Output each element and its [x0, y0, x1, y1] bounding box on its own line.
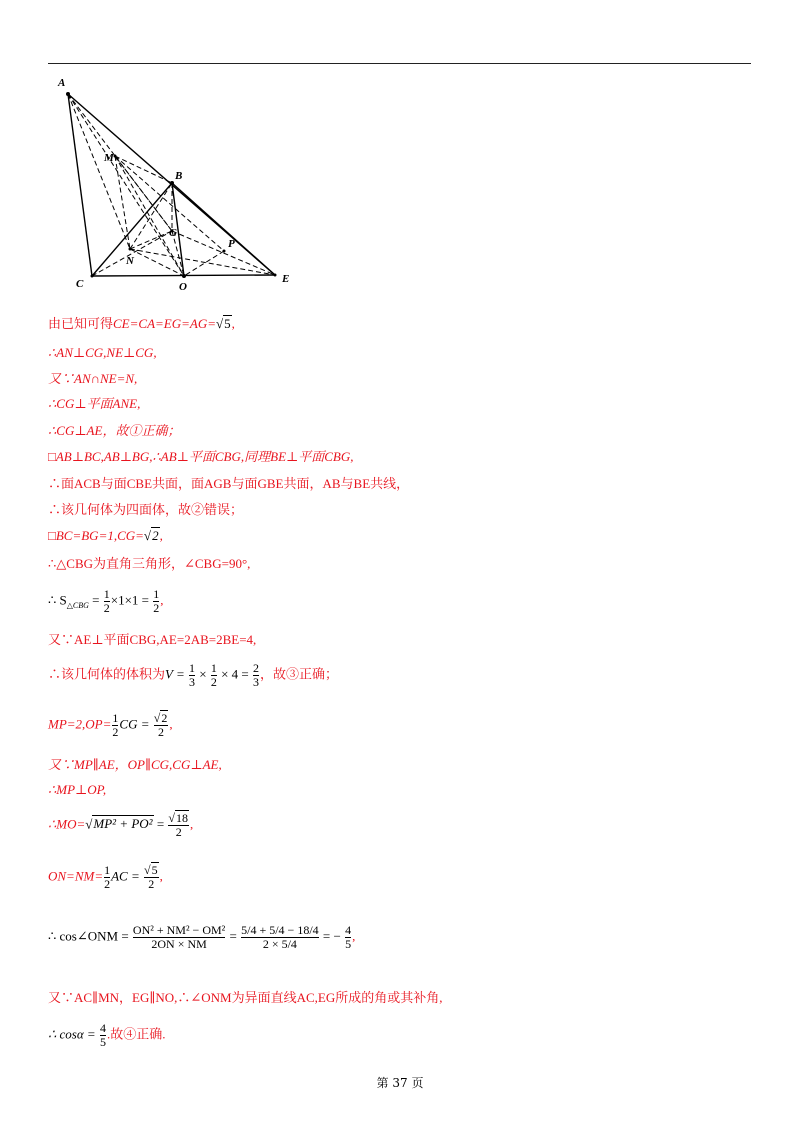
solution-line-15: 又∵MP∥AE，OP∥CG,CG⊥AE, — [48, 757, 222, 772]
label-M: M — [104, 152, 114, 164]
solution-line-12: 又∵AE⊥平面CBG,AE=2AB=2BE=4, — [48, 632, 257, 647]
label-O: O — [179, 281, 187, 293]
header-rule — [48, 63, 751, 64]
solution-line-8: ∴该几何体为四面体，故②错误； — [48, 502, 244, 517]
solution-line-11: ∴ $S_{\triangle CBG}$ = $\frac{1}{2}$ ×1×1 = $\frac{1}{2}$ , — [48, 587, 164, 615]
page-number: 第 37 页 — [376, 1076, 424, 1090]
label-A: A — [58, 77, 66, 89]
solution-line-5: ∴CG⊥AE，故①正确； — [48, 423, 181, 438]
label-E: E — [282, 273, 290, 285]
solution-line-14: MP=2,OP= $\frac{1}{2}$ CG = $\frac{√2}{2}$ , — [48, 711, 173, 739]
solution-line-21: ∴ cosα = $\frac{4}{5}$ .故④正确. — [48, 1021, 166, 1049]
label-B: B — [175, 170, 183, 182]
solution-line-9: □BC=BG=1,CG=√2, — [48, 528, 163, 543]
solution-line-4: ∴CG⊥平面ANE, — [48, 396, 141, 411]
solution-line-16: ∴MP⊥OP, — [48, 782, 107, 797]
solution-line-7: ∴面ACB与面CBE共面，面AGB与面GBE共面，AB与BE共线， — [48, 476, 410, 491]
solution-line-3: 又∵AN∩NE=N, — [48, 371, 138, 386]
solution-line-6: □AB⊥BC,AB⊥BG,∴AB⊥平面CBG,同理BE⊥平面CBG, — [48, 449, 354, 464]
label-P: P — [228, 238, 235, 250]
label-N: N — [126, 255, 134, 267]
solution-line-18: ON=NM= $\frac{1}{2}$ AC = $\frac{√5}{2}$ , — [48, 863, 163, 891]
solution-line-19: ∴ cos∠ONM = $\frac{\text{ON² + NM² − OM²}}{2ON \times NM}$ = $\frac{5/4 + 5/4 - 18/4}{2 \times 5/4}$ = − $\frac{4}{5}$ , — [48, 923, 356, 951]
solution-line-10: ∴△CBG为直角三角形，∠CBG=90°, — [48, 556, 251, 571]
geometry-figure — [48, 66, 308, 296]
label-G: G — [169, 227, 177, 239]
solution-line-17: ∴MO=√MP² + PO² = $\frac{√18}{2}$ , — [48, 811, 194, 839]
label-C: C — [76, 278, 84, 290]
solution-line-2: ∴AN⊥CG,NE⊥CG, — [48, 345, 157, 360]
solution-line-13: ∴该几何体的体积为V = $\frac{1}{3}$ × $\frac{1}{2}$ × 4 = $\frac{2}{3}$ ，故③正确； — [48, 661, 339, 689]
solution-line-20: 又∵AC∥MN，EG∥NO,∴∠ONM为异面直线AC,EG所成的角或其补角, — [48, 990, 443, 1005]
solution-line-1: 由已知可得CE=CA=EG=AG=√5, — [48, 316, 235, 331]
